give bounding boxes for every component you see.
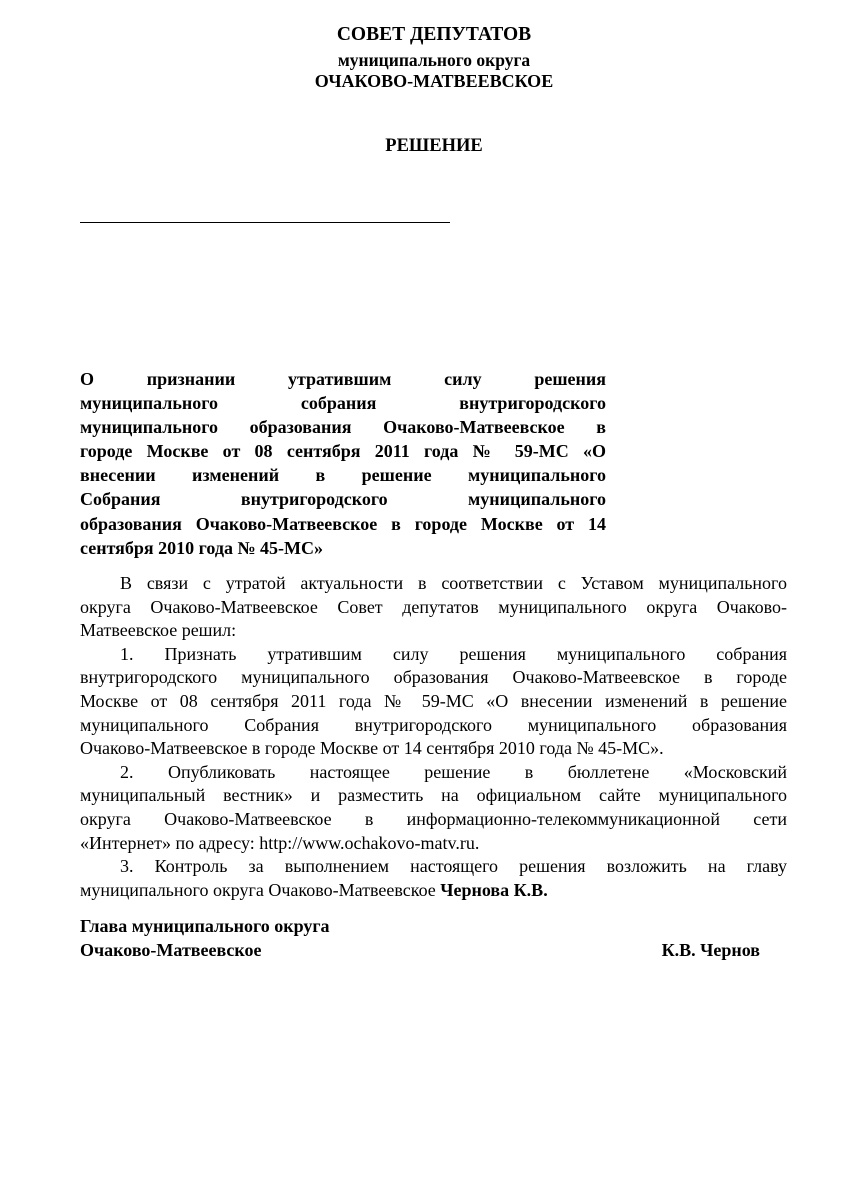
decision-subject — [80, 367, 606, 560]
subject-line: сентября 2010 года № 45-МС» — [80, 537, 324, 558]
subject-line: городе Москве от 08 сентября 2011 года № 59-МС «О — [80, 441, 606, 462]
responsible-person-name: Чернова К.В. — [440, 879, 548, 900]
signatory-name: К.В. Чернов — [661, 940, 760, 960]
body-line: Москве от 08 сентября 2011 года № 59-МС «О внесении изменений в решение — [80, 690, 787, 711]
body-line: округа Очаково-Матвеевское в информационно-телекоммуникационной сети — [80, 808, 787, 829]
body-line: Матвеевское решил: — [80, 620, 237, 641]
subject-line: О признании утратившим силу решения — [80, 369, 606, 389]
document-type-title: РЕШЕНИЕ — [385, 136, 483, 156]
body-line: округа Очаково-Матвеевское Совет депутатов муниципального округа Очаково- — [80, 596, 787, 617]
district-type: муниципального округа — [337, 50, 531, 70]
signature-title-line1: Глава муниципального округа — [80, 916, 330, 936]
body-line: «Интернет» по адресу: http://www.ochakovo-matv.ru. — [80, 832, 480, 853]
body-line: муниципальный вестник» и разместить на официальном сайте муниципального — [80, 785, 787, 806]
signature-title-line2: Очаково-Матвеевское — [80, 940, 262, 960]
body-line: 3. Контроль за выполнением настоящего решения возложить на главу — [120, 856, 787, 877]
body-line: 1. Признать утратившим силу решения муниципального собрания — [120, 643, 787, 664]
date-number-line — [80, 222, 450, 223]
signature-block — [80, 940, 760, 961]
district-name: ОЧАКОВО-МАТВЕЕВСКОЕ — [314, 71, 554, 91]
subject-line: образования Очаково-Матвеевское в городе Москве от 14 — [80, 513, 606, 534]
body-line: Очаково-Матвеевское в городе Москве от 14 сентября 2010 года № 45-МС». — [80, 738, 664, 759]
subject-line: муниципального собрания внутригородского — [80, 393, 606, 414]
body-line: В связи с утратой актуальности в соответствии с Уставом муниципального — [120, 573, 787, 593]
subject-line: внесении изменений в решение муниципального — [80, 465, 606, 486]
subject-line: муниципального образования Очаково-Матвеевское в — [80, 417, 606, 438]
body-line: внутригородского муниципального образования Очаково-Матвеевское в городе — [80, 667, 787, 688]
decision-body — [80, 572, 787, 902]
body-line: 2. Опубликовать настоящее решение в бюллетене «Московский — [120, 761, 787, 782]
body-line: муниципального Собрания внутригородского муниципального образования — [80, 714, 787, 735]
body-line-text: муниципального округа Очаково-Матвеевское — [80, 879, 441, 900]
body-line-with-name — [80, 879, 787, 903]
subject-line: Собрания внутригородского муниципального — [80, 489, 606, 510]
council-title: СОВЕТ ДЕПУТАТОВ — [336, 24, 532, 45]
